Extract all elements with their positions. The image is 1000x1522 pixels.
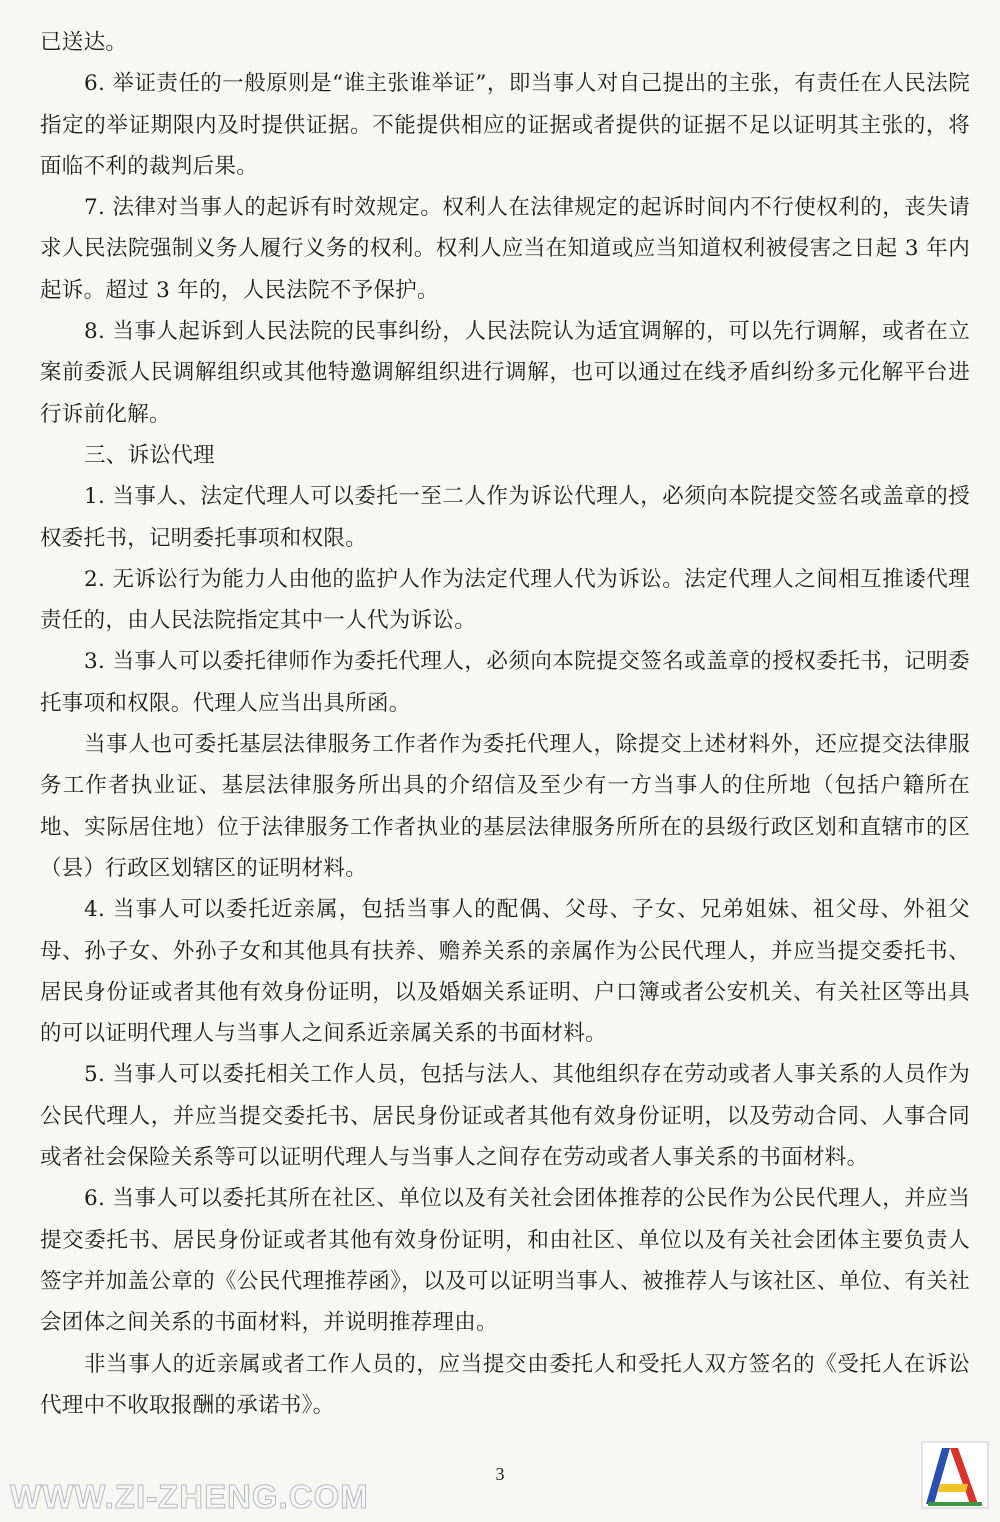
paragraph: 当事人也可委托基层法律服务工作者作为委托代理人，除提交上述材料外，还应提交法律服务工作者执业证、基层法律服务所出具的介绍信及至少有一方当事人的住所地（包括户籍所在地、实际居住地）位于法律服务工作者执业的基层法律服务所所在的县级行政区划和直辖市的区（县）行政区划辖区的证明材料。 [40,732,970,881]
paragraph: 1. 当事人、法定代理人可以委托一至二人作为诉讼代理人，必须向本院提交签名或盖章的授权委托书，记明委托事项和权限。 [40,484,970,551]
page-number: 3 [495,1464,505,1484]
watermark-logo-icon [920,1440,990,1510]
paragraph: 4. 当事人可以委托近亲属，包括当事人的配偶、父母、子女、兄弟姐妹、祖父母、外祖父母、孙子女、外孙子女和其他具有扶养、赡养关系的亲属作为公民代理人，并应当提交委托书、居民身份证或者其他有效身份证明，以及婚姻关系证明、户口簿或者公安机关、有关社区等出具的可以证明代理人与当事人之间系近亲属关系的书面材料。 [40,897,970,1047]
paragraph: 三、诉讼代理 [84,442,215,468]
paragraph: 8. 当事人起诉到人民法院的民事纠纷，人民法院认为适宜调解的，可以先行调解，或者在立案前委派人民调解组织或其他特邀调解组织进行调解，也可以通过在线矛盾纠纷多元化解平台进行诉前化解。 [40,319,970,427]
paragraph: 7. 法律对当事人的起诉有时效规定。权利人在法律规定的起诉时间内不行使权利的，丧失请求人民法院强制义务人履行义务的权利。权利人应当在知道或应当知道权利被侵害之日起 3 年内起诉。超过 3 年的，人民法院不予保护。 [40,195,970,303]
logo-stroke-base [928,1502,982,1506]
watermark-text: WWW.ZI-ZHENG.COM [10,1478,369,1515]
paragraph: 6. 举证责任的一般原则是“谁主张谁举证”，即当事人对自己提出的主张，有责任在人民法院指定的举证期限内及时提供证据。不能提供相应的证据或者提供的证据不足以证明其主张的，将面临不利的裁判后果。 [40,71,970,179]
paragraph: 6. 当事人可以委托其所在社区、单位以及有关社会团体推荐的公民作为公民代理人，并应当提交委托书、居民身份证或者其他有效身份证明，和由社区、单位以及有关社会团体主要负责人签字并加盖公章的《公民代理推荐函》，以及可以证明当事人、被推荐人与该社区、单位、有关社会团体之间关系的书面材料，并说明推荐理由。 [40,1186,970,1336]
paragraph: 5. 当事人可以委托相关工作人员，包括与法人、其他组织存在劳动或者人事关系的人员作为公民代理人，并应当提交委托书、居民身份证或者其他有效身份证明，以及劳动合同、人事合同或者社会保险关系等可以证明代理人与当事人之间存在劳动或者人事关系的书面材料。 [40,1062,970,1171]
paragraph: 已送达。 [40,30,128,55]
paragraph: 2. 无诉讼行为能力人由他的监护人作为法定代理人代为诉讼。法定代理人之间相互推诿代理责任的，由人民法院指定其中一人代为诉讼。 [40,566,970,634]
paragraph: 3. 当事人可以委托律师作为委托代理人，必须向本院提交签名或盖章的授权委托书，记明委托事项和权限。代理人应当出具所函。 [40,649,970,716]
paragraph: 非当事人的近亲属或者工作人员的，应当提交由委托人和受托人双方签名的《受托人在诉讼代理中不收取报酬的承诺书》。 [40,1351,970,1418]
document-body [40,22,970,1426]
logo-stroke-bar [938,1484,968,1492]
